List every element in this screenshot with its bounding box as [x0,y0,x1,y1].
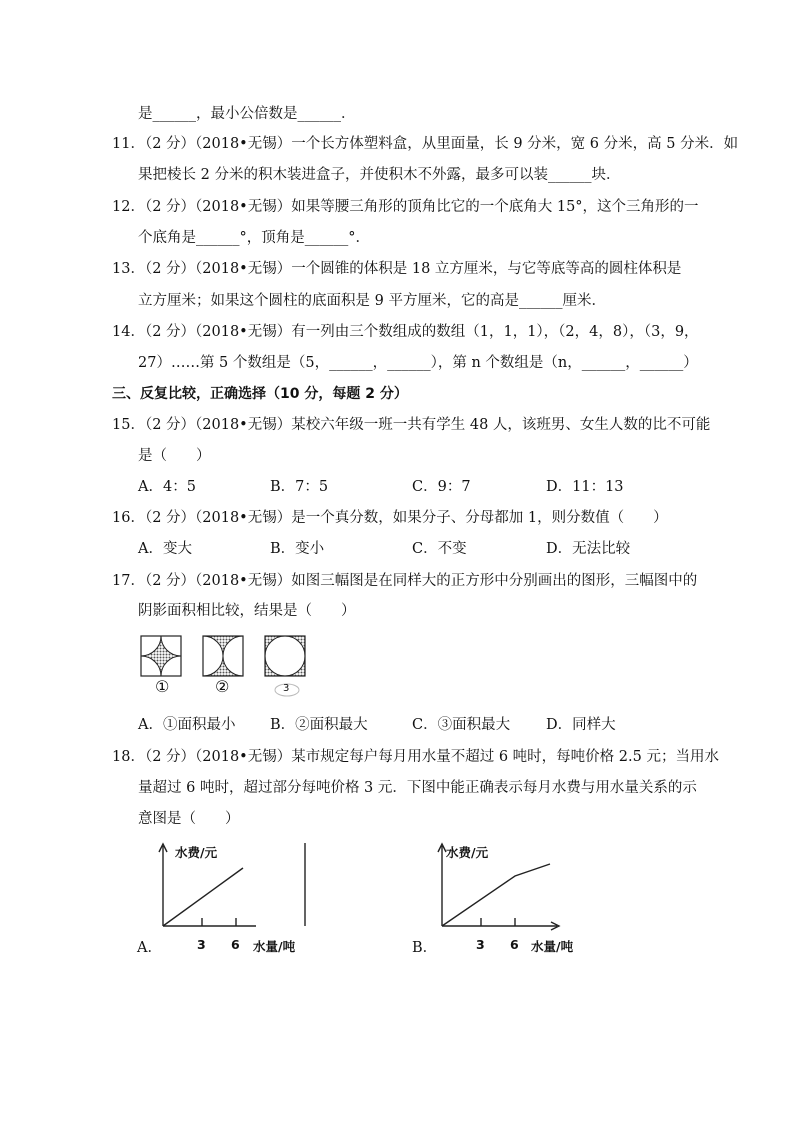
graph-a-tick-label-3: 3 [197,937,206,952]
q15-line1: 15．（2 分）（2018•无锡）某校六年级一班一共有学生 48 人，该班男、女生人数的比不可能 [112,417,711,433]
q16-line1: 16．（2 分）（2018•无锡）是一个真分数，如果分子、分母都加 1，则分数值（ ） [112,510,668,526]
q14-line2: 27）……第 5 个数组是（5，______，______），第 n 个数组是（n，______，______） [138,355,698,371]
q16-option-c[interactable]: C．不变 [412,541,467,557]
figure-3 [265,636,305,676]
graph-a [140,838,320,938]
q17-option-a[interactable]: A．①面积最小 [138,717,236,733]
q18-line3: 意图是（ ） [138,811,240,827]
q16-option-b[interactable]: B．变小 [270,541,325,557]
q13-line1: 13．（2 分）（2018•无锡）一个圆锥的体积是 18 立方厘米，与它等底等高的圆柱体积是 [112,261,682,277]
q15-line2: 是（ ） [138,448,211,464]
q11-line2: 果把棱长 2 分米的积木装进盒子，并使积木不外露，最多可以装______块． [138,167,621,183]
q15-option-a[interactable]: A．4：5 [138,479,196,495]
q17-line1: 17．（2 分）（2018•无锡）如图三幅图是在同样大的正方形中分别画出的图形，三幅图中的 [112,573,698,589]
q16-option-a[interactable]: A．变大 [138,541,192,557]
section-title: 三、反复比较，正确选择（10 分，每题 2 分） [112,386,408,402]
q13-line2: 立方厘米；如果这个圆柱的底面积是 9 平方厘米，它的高是______厘米． [138,293,606,309]
q12-line2: 个底角是______°，顶角是______°． [138,230,370,246]
q18-line2: 量超过 6 吨时，超过部分每吨价格 3 元．下图中能正确表示每月水费与用水量关系的示 [138,780,697,796]
q14-line1: 14．（2 分）（2018•无锡）有一列由三个数组成的数组（1，1，1），（2，4，8），（3，9， [112,324,699,340]
graph-b-ylabel: 水费/元 [446,845,489,860]
q10-line: 是______，最小公倍数是______． [138,106,356,122]
graph-a-option[interactable]: A． [137,940,162,956]
figure-3-label: 3 [283,683,290,694]
graph-b-tick-label-3: 3 [476,937,485,952]
q17-option-c[interactable]: C．③面积最大 [412,717,511,733]
q17-option-b[interactable]: B．②面积最大 [270,717,368,733]
figure-2 [183,636,263,676]
q12-line1: 12．（2 分）（2018•无锡）如果等腰三角形的顶角比它的一个底角大 15°，这个三角形的一 [112,199,699,215]
q15-option-c[interactable]: C．9：7 [412,479,471,495]
graph-b-option[interactable]: B． [412,940,438,956]
graph-a-xlabel: 水量/吨 [253,939,296,954]
graph-a-tick-label-6: 6 [231,937,240,952]
graph-b-xlabel: 水量/吨 [531,939,574,954]
q15-option-b[interactable]: B．7：5 [270,479,329,495]
q17-option-d[interactable]: D．同样大 [546,717,616,733]
figure-1-label: ① [155,677,170,696]
q16-option-d[interactable]: D．无法比较 [546,541,631,557]
graph-a-ylabel: 水费/元 [175,845,218,860]
graph-b-tick-label-6: 6 [510,937,519,952]
q11-line1: 11．（2 分）（2018•无锡）一个长方体塑料盒，从里面量，长 9 分米，宽 6 分米，高 5 分米．如 [112,136,739,152]
q15-option-d[interactable]: D．11：13 [546,479,624,495]
q17-line2: 阴影面积相比较，结果是（ ） [138,603,356,619]
graph-a-line [163,868,243,926]
graph-b-line [442,864,550,926]
q18-line1: 18．（2 分）（2018•无锡）某市规定每户每月用水量不超过 6 吨时，每吨价格 2.5 元；当用水 [112,749,719,765]
graph-b [420,838,570,938]
figure-2-label: ② [215,677,230,696]
